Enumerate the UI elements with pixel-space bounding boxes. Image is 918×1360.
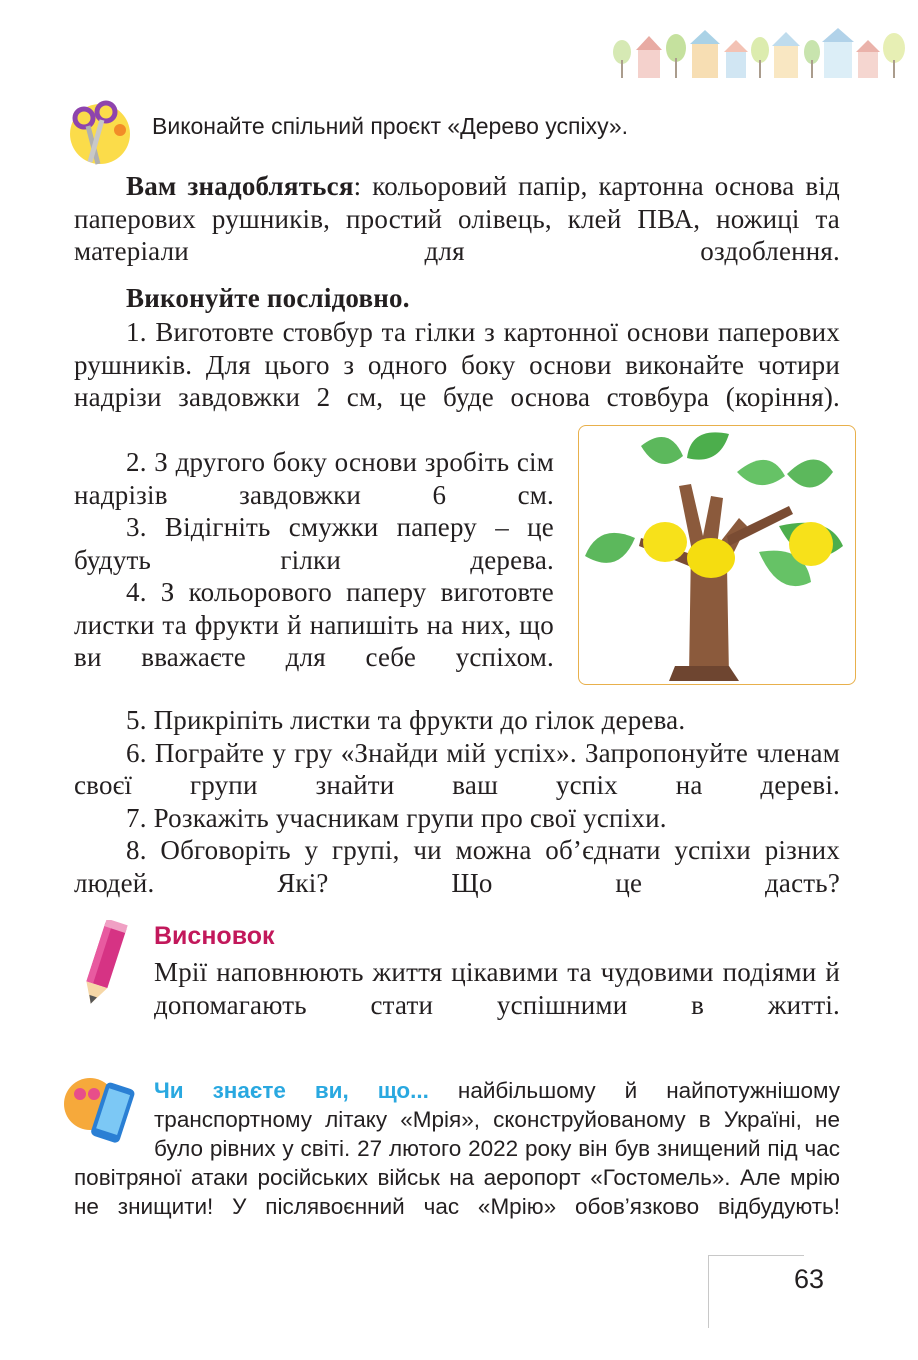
steps-left-column	[74, 446, 554, 674]
step-3: 3. Відігніть смужки паперу – це будуть гілки дерева.	[74, 512, 554, 575]
conclusion-title: Висновок	[154, 922, 275, 950]
icon-spacer	[74, 1076, 154, 1163]
materials-label: Вам знадобляться	[126, 171, 354, 201]
step-8: 8. Обговоріть у групі, чи можна об’єднати успіхи різних людей. Які? Що це дасть?	[74, 835, 840, 898]
conclusion-text: Мрії наповнюють життя цікавими та чудовими подіями й допомагають стати успішними в житті.	[154, 957, 840, 1020]
materials-paragraph	[74, 170, 840, 268]
step-5: 5. Прикріпіть листки та фрукти до гілок дерева.	[126, 705, 686, 735]
project-intro: Виконайте спільний проєкт «Дерево успіху».	[152, 113, 629, 139]
step-7: 7. Розкажіть учасникам групи про свої успіхи.	[126, 802, 667, 833]
pencil-icon	[78, 920, 130, 1012]
steps-title: Виконуйте послідовно.	[126, 283, 410, 313]
step-1: 1. Виготовте стовбур та гілки з картонної основи паперових рушників. Для цього з одного боку основи виконайте чотири надрізи завдовжки 2 см, це буде основа стовбура (коріння).	[74, 317, 840, 412]
success-tree-photo	[578, 425, 856, 685]
page-number-frame	[708, 1255, 804, 1328]
did-you-know-paragraph	[74, 1076, 840, 1221]
materials-text: : кольоровий папір, картонна основа від паперових рушників, простий олівець, клей ПВА, ножиці та матеріали для оздоблення.	[74, 171, 840, 266]
did-you-know-heading: Чи знаєте ви, що...	[154, 1078, 429, 1103]
step-2: 2. З другого боку основи зробіть сім надрізів завдовжки 6 см.	[74, 447, 554, 510]
steps-bottom	[74, 704, 840, 899]
header-houses-decoration	[608, 22, 914, 82]
did-you-know-text: найбільшому й найпотужнішому транспортному літаку «Мрія», сконструйованому в Україні, не було рівних у світі. 27 лютого 2022 року він був знищений під час повітряної атаки російських військ на аеропорт «Гостомель». Але мрію не знищити! У післявоєнний час «Мрію» обов’язково відбудують!	[74, 1078, 840, 1219]
page-number: 63	[794, 1264, 825, 1294]
step-4: 4. З кольорового паперу виготовте листки та фрукти й напишіть на них, що ви вважаєте для себе успіхом.	[74, 577, 554, 672]
step-6: 6. Пограйте у гру «Знайди мій успіх». Запропонуйте членам своєї групи знайти ваш успіх на дереві.	[74, 737, 840, 800]
scissors-icon	[62, 98, 134, 170]
